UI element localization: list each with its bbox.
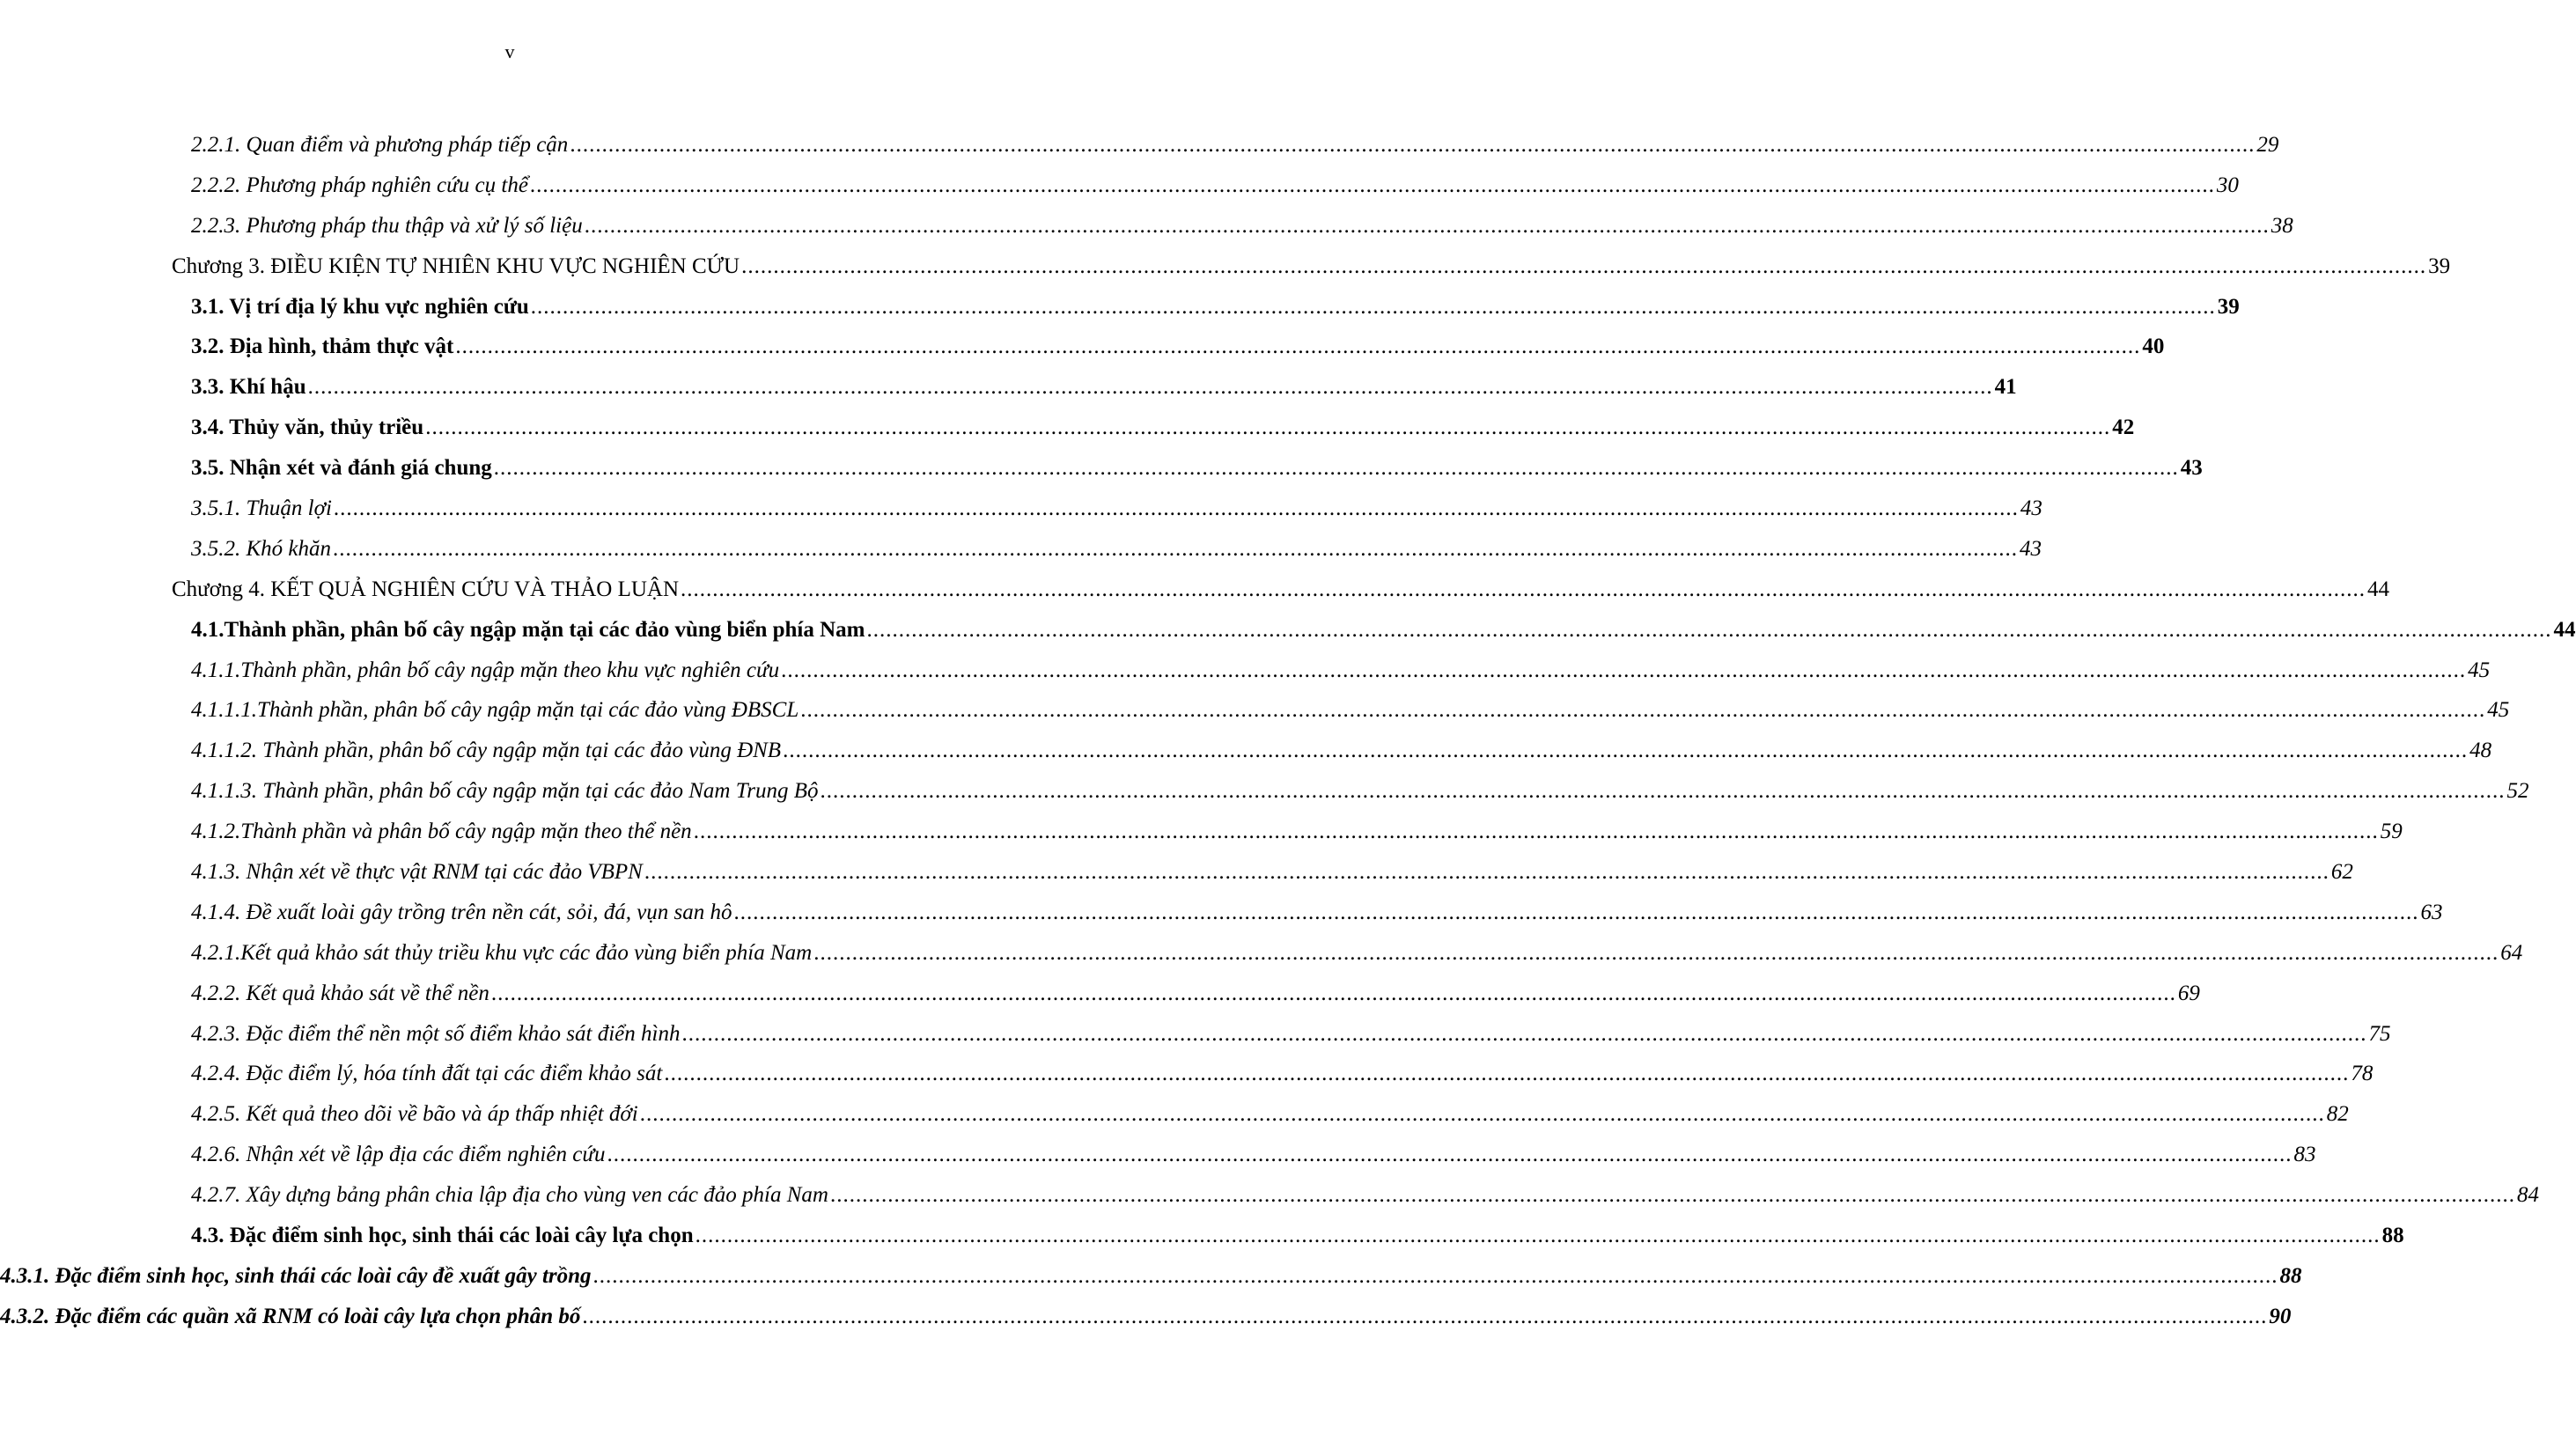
toc-entry-row <box>0 1256 2302 1297</box>
toc-leader-dots <box>494 448 2179 489</box>
toc-entry[interactable] <box>0 610 2576 651</box>
toc-entry[interactable] <box>0 570 2390 610</box>
toc-leader-dots <box>783 731 2468 771</box>
toc-entry[interactable] <box>0 489 2042 529</box>
toc-entry-title: 4.2.3. Đặc điểm thể nền một số điểm khảo sát điển hình <box>191 1021 681 1046</box>
toc-entry-page: 41 <box>1994 375 2017 400</box>
toc-leader-dots <box>585 206 2270 246</box>
toc-entry-row <box>191 1216 2404 1256</box>
toc-entry-title: 4.2.4. Đặc điểm lý, hóa tính đất tại các điểm khảo sát <box>191 1062 663 1086</box>
toc-leader-dots <box>640 1094 2325 1135</box>
toc-entry-row <box>191 812 2403 852</box>
toc-entry-page: 62 <box>2330 860 2353 885</box>
toc-entry[interactable] <box>0 327 2165 367</box>
toc-entry-row <box>191 165 2239 206</box>
toc-entry-title: 3.4. Thủy văn, thủy triều <box>191 415 424 440</box>
table-of-contents <box>0 125 2576 1337</box>
toc-entry-title: 4.1.4. Đề xuất loài gây trồng trên nền cát, sỏi, đá, vụn san hô <box>191 900 732 924</box>
toc-entry[interactable] <box>0 1054 2374 1094</box>
toc-entry[interactable] <box>0 1256 2302 1297</box>
toc-entry-row <box>0 1297 2291 1337</box>
toc-entry[interactable] <box>0 246 2451 287</box>
toc-entry[interactable] <box>0 852 2353 893</box>
toc-entry-title: Chương 3. ĐIỀU KIỆN TỰ NHIÊN KHU VỰC NGHIÊN CỨU <box>172 254 740 278</box>
toc-entry-row <box>191 448 2203 489</box>
toc-leader-dots <box>664 1054 2349 1094</box>
toc-entry-row <box>191 1175 2539 1216</box>
page-number: v <box>504 40 515 62</box>
toc-entry-page: 75 <box>2368 1021 2391 1046</box>
toc-entry-row <box>172 246 2451 287</box>
toc-leader-dots <box>491 974 2176 1014</box>
toc-entry[interactable] <box>0 1175 2539 1216</box>
toc-entry-page: 39 <box>2217 294 2240 319</box>
toc-entry-row <box>191 287 2240 327</box>
toc-entry-page: 78 <box>2351 1062 2374 1086</box>
toc-leader-dots <box>607 1135 2292 1175</box>
toc-entry-page: 52 <box>2506 779 2529 804</box>
toc-entry-title: 4.1.1.Thành phần, phân bố cây ngập mặn theo khu vực nghiên cứu <box>191 658 780 682</box>
toc-entry-row <box>191 408 2135 448</box>
toc-leader-dots <box>781 651 2466 691</box>
toc-entry-page: 43 <box>2180 456 2203 481</box>
toc-entry[interactable] <box>0 933 2523 974</box>
toc-entry-title: 4.3.1. Đặc điểm sinh học, sinh thái các loài cây đề xuất gây trồng <box>0 1263 592 1288</box>
toc-entry-title: 4.2.1.Kết quả khảo sát thủy triều khu vực các đảo vùng biển phía Nam <box>191 940 813 965</box>
toc-entry-row <box>191 893 2443 933</box>
toc-entry-page: 90 <box>2269 1304 2292 1328</box>
toc-entry-title: 4.3.2. Đặc điểm các quần xã RNM có loài cây lựa chọn phân bố <box>0 1304 581 1328</box>
toc-entry[interactable] <box>0 287 2240 327</box>
toc-entry-page: 84 <box>2516 1183 2539 1208</box>
toc-entry-page: 39 <box>2428 254 2451 278</box>
toc-entry-row <box>191 731 2492 771</box>
toc-entry-title: 4.1.1.1.Thành phần, phân bố cây ngập mặn tại các đảo vùng ĐBSCL <box>191 698 799 723</box>
toc-leader-dots <box>334 489 2019 529</box>
toc-leader-dots <box>813 933 2499 974</box>
toc-entry[interactable] <box>0 1297 2292 1337</box>
toc-leader-dots <box>333 529 2018 570</box>
toc-entry-title: 3.5.1. Thuận lợi <box>191 496 332 521</box>
toc-entry-page: 43 <box>2020 496 2042 521</box>
toc-leader-dots <box>530 165 2215 206</box>
toc-entry-page: 48 <box>2469 739 2492 763</box>
toc-leader-dots <box>681 1014 2366 1055</box>
toc-leader-dots <box>308 367 1993 408</box>
toc-entry-row <box>191 367 2017 408</box>
toc-entry-row <box>191 610 2576 651</box>
toc-entry-title: 3.3. Khí hậu <box>191 375 306 400</box>
toc-leader-dots <box>570 125 2255 165</box>
toc-entry-title: 4.1.1.3. Thành phần, phân bố cây ngập mặn tại các đảo Nam Trung Bộ <box>191 779 819 804</box>
toc-entry-page: 45 <box>2468 658 2491 682</box>
toc-entry-title: 3.1. Vị trí địa lý khu vực nghiên cứu <box>191 294 529 319</box>
toc-entry-page: 43 <box>2020 536 2042 561</box>
toc-entry-page: 42 <box>2112 415 2135 440</box>
toc-leader-dots <box>694 812 2379 852</box>
toc-entry-title: 4.1.Thành phần, phân bố cây ngập mặn tại các đảo vùng biển phía Nam <box>191 617 865 642</box>
toc-entry-page: 59 <box>2380 820 2403 844</box>
toc-entry-row <box>191 1094 2349 1135</box>
toc-entry-row <box>191 529 2042 570</box>
toc-leader-dots <box>681 570 2366 610</box>
toc-entry-title: 4.3. Đặc điểm sinh học, sinh thái các loài cây lựa chọn <box>191 1224 694 1248</box>
toc-leader-dots <box>593 1256 2278 1297</box>
toc-entry[interactable] <box>0 165 2239 206</box>
toc-entry[interactable] <box>0 206 2293 246</box>
toc-entry-title: 4.2.6. Nhận xét về lập địa các điểm nghiên cứu <box>191 1143 606 1167</box>
toc-entry[interactable] <box>0 529 2042 570</box>
toc-entry[interactable] <box>0 448 2203 489</box>
toc-entry-row <box>191 1014 2391 1055</box>
toc-entry-row <box>191 206 2293 246</box>
toc-leader-dots <box>741 246 2426 287</box>
toc-entry-row <box>191 974 2200 1014</box>
toc-entry-title: 4.2.2. Kết quả khảo sát về thể nền <box>191 981 489 1005</box>
toc-entry[interactable] <box>0 651 2491 691</box>
toc-entry-page: 88 <box>2279 1263 2302 1288</box>
toc-entry[interactable] <box>0 974 2200 1014</box>
toc-entry-page: 69 <box>2177 981 2200 1005</box>
toc-entry-title: 2.2.3. Phương pháp thu thập và xử lý số liệu <box>191 213 583 238</box>
toc-entry[interactable] <box>0 893 2443 933</box>
toc-entry-row <box>191 690 2510 731</box>
toc-entry[interactable] <box>0 690 2510 731</box>
toc-entry-row <box>191 852 2353 893</box>
toc-entry-page: 30 <box>2216 173 2239 197</box>
toc-leader-dots <box>696 1216 2381 1256</box>
toc-entry-title: 2.2.2. Phương pháp nghiên cứu cụ thể <box>191 173 528 197</box>
toc-entry-title: 3.2. Địa hình, thảm thực vật <box>191 335 454 359</box>
toc-entry-row <box>191 125 2279 165</box>
toc-entry-page: 83 <box>2293 1143 2316 1167</box>
toc-entry-row <box>172 570 2390 610</box>
toc-entry-title: 4.2.5. Kết quả theo dõi về bão và áp thấp nhiệt đới <box>191 1102 638 1127</box>
toc-leader-dots <box>644 852 2329 893</box>
toc-leader-dots <box>734 893 2419 933</box>
toc-entry-page: 45 <box>2487 698 2510 723</box>
toc-entry-row <box>191 771 2529 812</box>
toc-entry[interactable] <box>0 1094 2349 1135</box>
toc-leader-dots <box>582 1297 2267 1337</box>
toc-leader-dots <box>867 610 2552 651</box>
toc-entry-page: 64 <box>2500 940 2523 965</box>
toc-leader-dots <box>800 690 2485 731</box>
toc-entry-page: 40 <box>2142 335 2165 359</box>
toc-entry-title: 4.1.1.2. Thành phần, phân bố cây ngập mặn tại các đảo vùng ĐNB <box>191 739 782 763</box>
toc-entry-row <box>191 1054 2374 1094</box>
toc-entry[interactable] <box>0 1135 2316 1175</box>
toc-entry-title: 2.2.1. Quan điểm và phương pháp tiếp cận <box>191 133 569 157</box>
toc-entry-title: 4.2.7. Xây dựng bảng phân chia lập địa cho vùng ven các đảo phía Nam <box>191 1183 828 1208</box>
toc-entry-page: 63 <box>2420 900 2443 924</box>
toc-leader-dots <box>821 771 2506 812</box>
toc-entry-page: 44 <box>2553 617 2576 642</box>
toc-entry-page: 29 <box>2256 133 2279 157</box>
toc-entry[interactable] <box>0 125 2279 165</box>
toc-leader-dots <box>455 327 2140 367</box>
toc-entry-title: 3.5.2. Khó khăn <box>191 536 332 561</box>
toc-entry-row <box>191 327 2165 367</box>
toc-entry[interactable] <box>0 1216 2404 1256</box>
toc-entry[interactable] <box>0 367 2017 408</box>
toc-leader-dots <box>531 287 2216 327</box>
toc-entry-row <box>191 933 2523 974</box>
toc-entry-row <box>191 489 2042 529</box>
toc-entry[interactable] <box>0 408 2135 448</box>
toc-entry-page: 38 <box>2271 213 2293 238</box>
toc-leader-dots <box>425 408 2110 448</box>
toc-leader-dots <box>830 1175 2515 1216</box>
toc-entry-title: 3.5. Nhận xét và đánh giá chung <box>191 456 492 481</box>
toc-entry[interactable] <box>0 1014 2391 1055</box>
toc-entry-row <box>191 1135 2316 1175</box>
toc-entry-title: 4.1.3. Nhận xét về thực vật RNM tại các đảo VBPN <box>191 860 643 885</box>
toc-entry[interactable] <box>0 812 2403 852</box>
toc-entry[interactable] <box>0 731 2492 771</box>
toc-entry-row <box>191 651 2491 691</box>
toc-entry[interactable] <box>0 771 2529 812</box>
toc-entry-page: 44 <box>2367 577 2390 601</box>
toc-entry-title: 4.1.2.Thành phần và phân bố cây ngập mặn theo thể nền <box>191 820 692 844</box>
toc-entry-page: 88 <box>2381 1224 2404 1248</box>
toc-entry-page: 82 <box>2326 1102 2349 1127</box>
toc-entry-title: Chương 4. KẾT QUẢ NGHIÊN CỨU VÀ THẢO LUẬN <box>172 577 680 601</box>
